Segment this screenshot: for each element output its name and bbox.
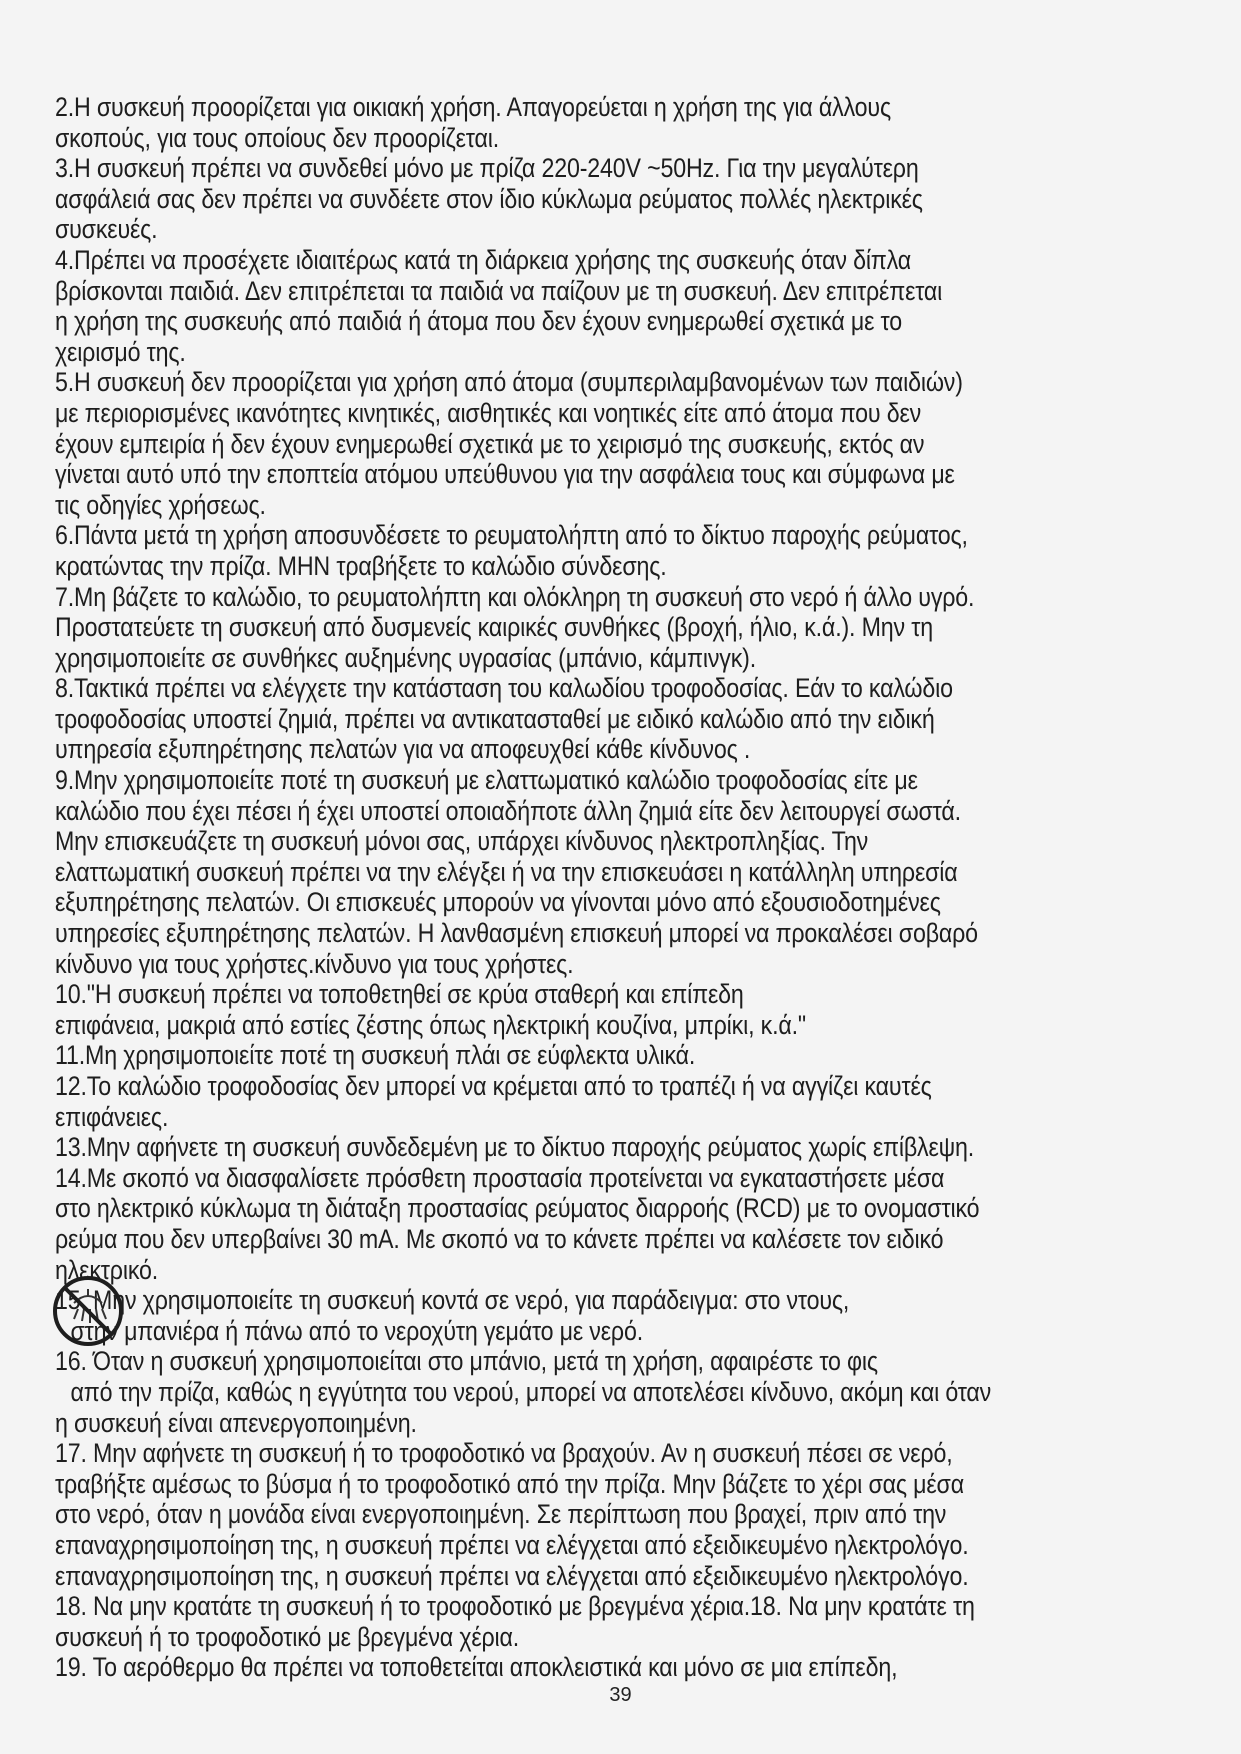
text-line: καλώδιο που έχει πέσει ή έχει υποστεί οποιαδήποτε άλλη ζημιά είτε δεν λειτουργεί σωστά.: [55, 795, 961, 826]
text-line: εξυπηρέτησης πελατών. Οι επισκευές μπορούν να γίνονται μόνο από εξουσιοδοτημένες: [55, 887, 941, 918]
text-line: 15. Μην χρησιμοποιείτε τη συσκευή κοντά σε νερό, για παράδειγμα: στο ντους,: [55, 1285, 850, 1316]
text-line: τροφοδοσίας υποστεί ζημιά, πρέπει να αντικατασταθεί με ειδικό καλώδιο από την ειδική: [55, 703, 935, 734]
text-line: 2.Η συσκευή προορίζεται για οικιακή χρήση. Απαγορεύεται η χρήση της για άλλους: [55, 92, 891, 122]
text-line: υπηρεσία εξυπηρέτησης πελατών για να αποφευχθεί κάθε κίνδυνος .: [55, 734, 751, 765]
text-line: ασφάλειά σας δεν πρέπει να συνδέετε στον ίδιο κύκλωμα ρεύματος πολλές ηλεκτρικές: [55, 183, 923, 214]
text-line: βρίσκονται παιδιά. Δεν επιτρέπεται τα παιδιά να παίζουν με τη συσκευή. Δεν επιτρέπεται: [55, 275, 943, 306]
text-line: από την πρίζα, καθώς η εγγύτητα του νερού, μπορεί να αποτελέσει κίνδυνο, ακόμη και όταν: [70, 1376, 992, 1407]
text-line: συσκευή ή το τροφοδοτικό με βρεγμένα χέρια.: [55, 1621, 520, 1652]
text-line: με περιορισμένες ικανότητες κινητικές, αισθητικές και νοητικές είτε από άτομα που δεν: [55, 397, 922, 428]
text-line: 7.Μη βάζετε το καλώδιο, το ρευματολήπτη και ολόκληρη τη συσκευή στο νερό ή άλλο υγρό.: [55, 581, 975, 612]
text-line: συσκευές.: [55, 214, 158, 245]
text-line: Μην επισκευάζετε τη συσκευή μόνοι σας, υπάρχει κίνδυνος ηλεκτροπληξίας. Την: [55, 826, 869, 857]
text-line: στο νερό, όταν η μονάδα είναι ενεργοποιημένη. Σε περίπτωση που βραχεί, πριν από την: [55, 1499, 947, 1530]
text-line: ελαττωματική συσκευή πρέπει να την ελέγξει ή να την επισκευάσει η κατάλληλη υπηρεσία: [55, 856, 958, 887]
text-line: υπηρεσίες εξυπηρέτησης πελατών. Η λανθασμένη επισκευή μπορεί να προκαλέσει σοβαρό: [55, 918, 978, 949]
text-line: στο ηλεκτρικό κύκλωμα τη διάταξη προστασίας ρεύματος διαρροής (RCD) με το ονομαστικό: [55, 1193, 980, 1224]
text-line: 9.Μην χρησιμοποιείτε ποτέ τη συσκευή με ελαττωματικό καλώδιο τροφοδοσίας είτε με: [55, 765, 918, 796]
text-line: 4.Πρέπει να προσέχετε ιδιαιτέρως κατά τη διάρκεια χρήσης της συσκευής όταν δίπλα: [55, 244, 911, 275]
text-line: στην μπανιέρα ή πάνω από το νεροχύτη γεμάτο με νερό.: [70, 1315, 643, 1346]
text-line: η χρήση της συσκευής από παιδιά ή άτομα που δεν έχουν ενημερωθεί σχετικά με το: [55, 306, 902, 337]
text-line: χειρισμό της.: [55, 336, 186, 367]
text-line: κρατώντας την πρίζα. ΜΗΝ τραβήξετε το καλώδιο σύνδεσης.: [55, 550, 667, 581]
text-line: 16. Όταν η συσκευή χρησιμοποιείται στο μπάνιο, μετά τη χρήση, αφαιρέστε το φις: [55, 1346, 878, 1377]
text-line: έχουν εμπειρία ή δεν έχουν ενημερωθεί σχετικά με το χειρισμό της συσκευής, εκτός αν: [55, 428, 925, 459]
text-line: 12.Το καλώδιο τροφοδοσίας δεν μπορεί να κρέμεται από το τραπέζι ή να αγγίζει καυτές: [55, 1071, 932, 1101]
text-line: γίνεται αυτό υπό την εποπτεία ατόμου υπεύθυνου για την ασφάλεια τους και σύμφωνα με: [55, 459, 955, 490]
text-line: τραβήξτε αμέσως το βύσμα ή το τροφοδοτικό από την πρίζα. Μην βάζετε το χέρι σας μέσα: [55, 1468, 964, 1499]
text-line: 14.Με σκοπό να διασφαλίσετε πρόσθετη προστασία προτείνεται να εγκαταστήσετε μέσα: [55, 1162, 945, 1193]
text-line: 8.Τακτικά πρέπει να ελέγχετε την κατάσταση του καλωδίου τροφοδοσίας. Εάν το καλώδιο: [55, 673, 953, 704]
text-line: επαναχρησιμοποίηση της, η συσκευή πρέπει να ελέγχεται από εξειδικευμένο ηλεκτρολόγο.: [55, 1560, 969, 1591]
text-line: ρεύμα που δεν υπερβαίνει 30 mA. Με σκοπό να το κάνετε πρέπει να καλέσετε τον ειδικό: [55, 1223, 944, 1254]
text-line: επιφάνεια, μακριά από εστίες ζέστης όπως ηλεκτρική κουζίνα, μπρίκι, κ.ά.": [55, 1009, 806, 1040]
page-number: 39: [609, 1684, 632, 1706]
text-line: Προστατεύετε τη συσκευή από δυσμενείς καιρικές συνθήκες (βροχή, ήλιο, κ.ά.). Μην τη: [55, 612, 933, 643]
text-line: 18. Να μην κρατάτε τη συσκευή ή το τροφοδοτικό με βρεγμένα χέρια.18. Να μην κρατάτε τη: [55, 1591, 975, 1622]
text-line: 13.Μην αφήνετε τη συσκευή συνδεδεμένη με το δίκτυο παροχής ρεύματος χωρίς επίβλεψη.: [55, 1132, 975, 1163]
text-line: επιφάνειες.: [55, 1101, 169, 1132]
text-line: 19. Το αερόθερμο θα πρέπει να τοποθετείται αποκλειστικά και μόνο σε μια επίπεδη,: [55, 1652, 898, 1683]
text-line: 11.Μη χρησιμοποιείτε ποτέ τη συσκευή πλάι σε εύφλεκτα υλικά.: [55, 1040, 696, 1071]
text-line: κίνδυνο για τους χρήστες.κίνδυνο για τους χρήστες.: [55, 948, 574, 979]
safety-instructions-text: [55, 92, 1027, 1713]
text-line: επαναχρησιμοποίηση της, η συσκευή πρέπει να ελέγχεται από εξειδικευμένο ηλεκτρολόγο.: [55, 1529, 969, 1560]
text-line: ηλεκτρικό.: [55, 1254, 158, 1285]
text-line: 17. Μην αφήνετε τη συσκευή ή το τροφοδοτικό να βραχούν. Αν η συσκευή πέσει σε νερό,: [55, 1438, 953, 1469]
text-line: 5.Η συσκευή δεν προορίζεται για χρήση από άτομα (συμπεριλαμβανομένων των παιδιών): [55, 367, 963, 398]
text-line: χρησιμοποιείτε σε συνθήκες αυξημένης υγρασίας (μπάνιο, κάμπινγκ).: [55, 642, 757, 673]
text-line: 10."Η συσκευή πρέπει να τοποθετηθεί σε κρύα σταθερή και επίπεδη: [55, 979, 744, 1010]
text-line: 6.Πάντα μετά τη χρήση αποσυνδέσετε το ρευματολήπτη από το δίκτυο παροχής ρεύματος,: [55, 520, 968, 551]
text-line: σκοπούς, για τους οποίους δεν προορίζεται.: [55, 122, 500, 153]
text-line: 3.Η συσκευή πρέπει να συνδεθεί μόνο με πρίζα 220-240V ~50Hz. Για την μεγαλύτερη: [55, 153, 919, 184]
text-line: η συσκευή είναι απενεργοποιημένη.: [55, 1407, 417, 1438]
text-line: τις οδηγίες χρήσεως.: [55, 489, 266, 520]
no-water-shower-icon: [50, 1273, 126, 1349]
